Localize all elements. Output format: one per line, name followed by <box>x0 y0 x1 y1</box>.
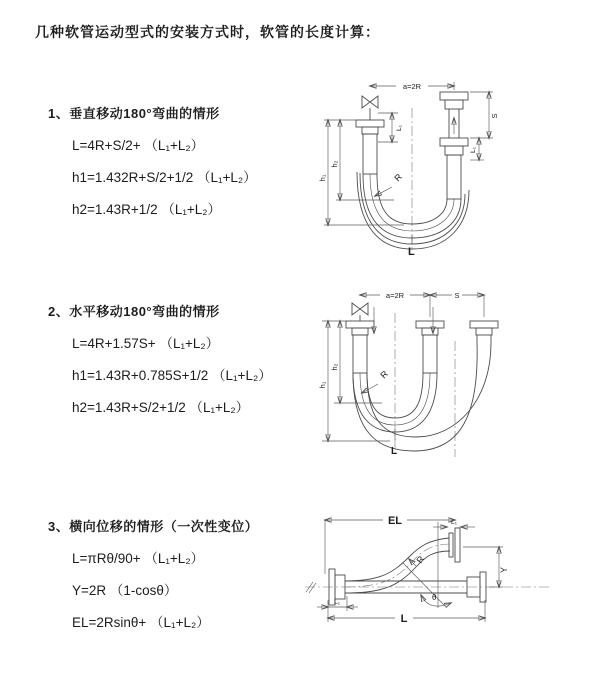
dimensions <box>317 513 509 625</box>
valve-icon <box>362 96 378 120</box>
hose-assembly <box>356 92 469 252</box>
valve-icon <box>352 303 368 321</box>
section-3 <box>48 511 323 639</box>
break-mark <box>306 582 316 593</box>
diagram-vertical-180-bend <box>312 72 537 256</box>
length-label: L <box>391 446 398 457</box>
hose-assembly <box>346 303 498 457</box>
diagram-lateral-displacement <box>297 500 562 652</box>
middle-braid <box>423 335 437 373</box>
dim-width-label: a=2R <box>402 82 422 91</box>
dim-h2-label: h₂ <box>330 160 339 168</box>
dim-s-label: S <box>454 291 460 300</box>
dim-l1-right-label: L₁ <box>470 146 477 154</box>
formula-1-2: h1=1.432R+S/2+1/2 （L₁+L₂） <box>72 170 257 185</box>
dim-h1-label: h₁ <box>318 381 327 389</box>
left-braid <box>353 335 367 373</box>
dim-l1-left-label: L₁ <box>333 599 341 606</box>
section-1 <box>48 98 323 226</box>
hose-curves <box>357 172 469 249</box>
formula-3-1: L=πRθ/90+ （L₁+L₂） <box>72 551 205 566</box>
hose-curves <box>353 343 491 451</box>
dim-el-label: EL <box>387 515 403 527</box>
left-flange <box>356 120 384 134</box>
formula-2-2: h1=1.43R+0.785S+1/2 （L₁+L₂） <box>72 368 272 383</box>
angle-label: θ <box>432 593 437 602</box>
dim-h1-label: h₁ <box>318 174 327 182</box>
page-title: 几种软管运动型式的安装方式时，软管的长度计算： <box>35 24 380 40</box>
section-1-heading: 1、垂直移动180°弯曲的情形 <box>48 106 220 121</box>
radius-label: R <box>378 368 391 381</box>
dim-h2-label: h₂ <box>330 363 339 371</box>
formula-3-2: Y=2R （1-cosθ） <box>72 583 178 598</box>
radius-label: R <box>392 171 405 184</box>
top-flange-displaced <box>449 528 460 562</box>
dim-width-label: a=2R <box>385 291 405 300</box>
formula-2-3: h2=1.43R+S/2+1/2 （L₁+L₂） <box>72 400 250 415</box>
radius-label: R <box>414 554 427 566</box>
section-2-heading: 2、水平移动180°弯曲的情形 <box>48 304 220 319</box>
right-flange-shifted <box>470 321 498 335</box>
length-label: L <box>408 246 415 256</box>
left-flange <box>346 321 374 335</box>
dim-l1-left-label: L₁ <box>396 124 403 132</box>
formula-3-3: EL=2Rsinθ+ （L₁+L₂） <box>72 615 210 630</box>
dim-s-label: S <box>490 113 499 119</box>
formula-2-1: L=4R+1.57S+ （L₁+L₂） <box>72 336 220 351</box>
dimensions <box>318 80 499 256</box>
left-braid <box>363 134 377 174</box>
diagram-horizontal-180-bend <box>312 283 532 463</box>
dim-l1-top-label: L₁ <box>450 519 458 526</box>
section-3-heading: 3、横向位移的情形（一次性变位） <box>48 519 259 534</box>
formula-1-1: L=4R+S/2+ （L₁+L₂） <box>72 138 205 153</box>
right-flange-lower <box>440 138 468 155</box>
section-2 <box>48 296 323 424</box>
hose-assembly <box>305 528 549 605</box>
dim-y-label: Y <box>499 566 509 574</box>
right-flange-upper <box>440 92 468 109</box>
s-curve-hose <box>345 538 450 593</box>
middle-flange <box>416 321 444 335</box>
formula-1-3: h2=1.43R+1/2 （L₁+L₂） <box>72 202 222 217</box>
length-label: L <box>400 613 408 625</box>
right-braid <box>447 155 461 199</box>
